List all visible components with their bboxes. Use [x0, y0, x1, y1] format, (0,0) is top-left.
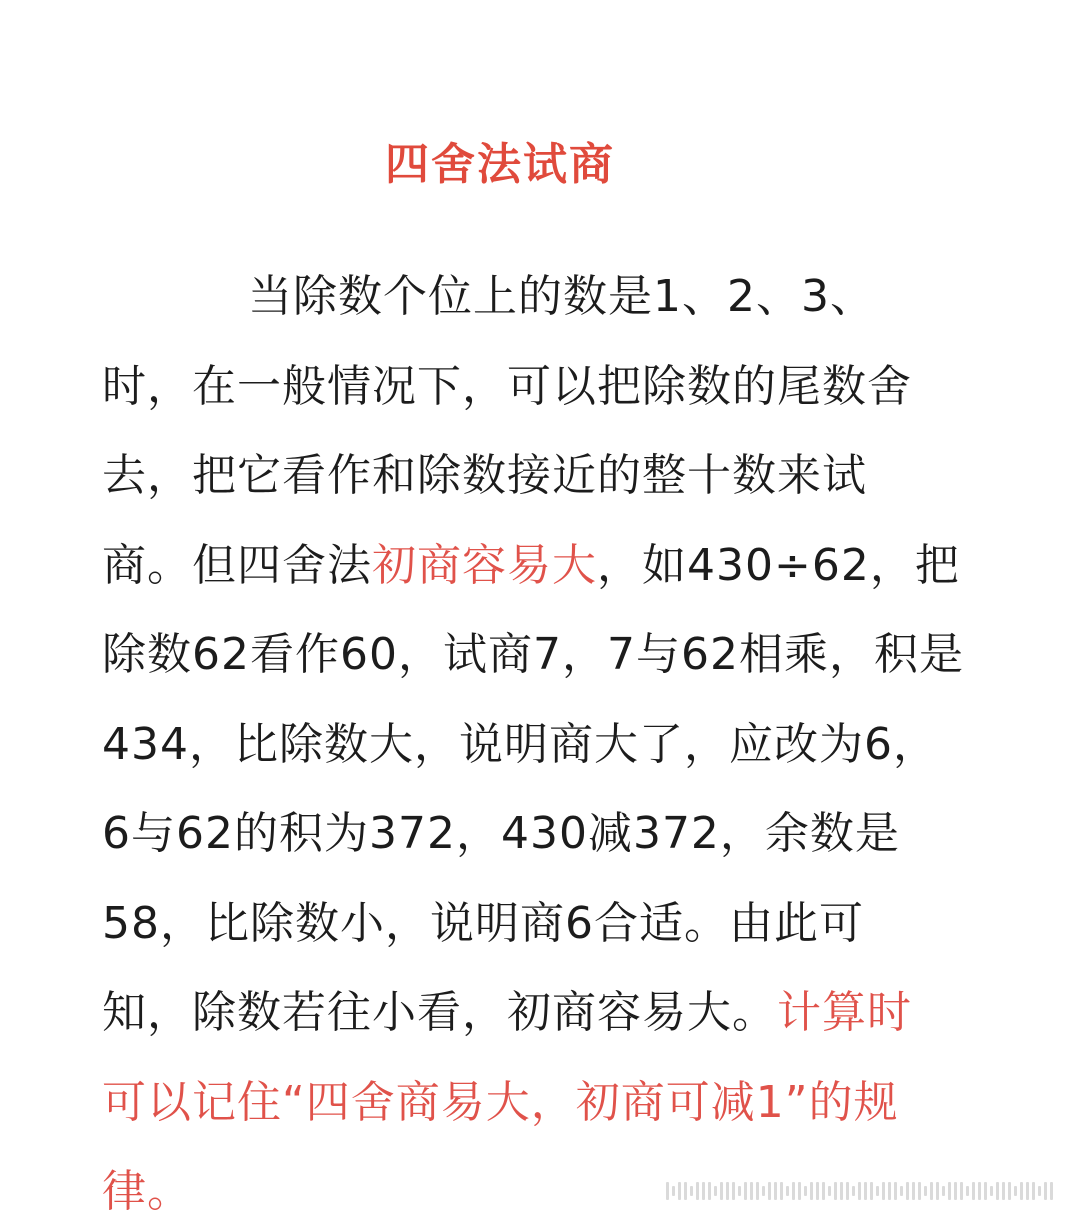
- body-text: 6与62的积为372，430减372，余数是: [102, 808, 900, 859]
- body-text: 434，比除数大，说明商大了，应改为6，: [102, 718, 938, 770]
- paragraph-line: [102, 879, 1042, 969]
- highlight-text: 计算时: [777, 987, 912, 1038]
- body-text: 知，除数若往小看，初商容易大。: [102, 987, 777, 1038]
- paragraph-line: [102, 610, 1042, 700]
- paragraph-line: [102, 968, 1042, 1058]
- paragraph-line: [102, 789, 1042, 879]
- body-text: 58，比除数小，说明商6合适。由此可: [102, 897, 864, 949]
- body-text: 去，把它看作和除数接近的整十数来试: [102, 450, 867, 501]
- highlight-text: 初商容易大: [372, 539, 597, 591]
- body-text: 商。但四舍法: [102, 539, 372, 591]
- watermark-mark: [666, 1181, 1056, 1201]
- body-text: 当除数个位上的数是1、2、3、: [248, 271, 875, 322]
- paragraph-line: [102, 521, 1042, 611]
- paragraph-line: [102, 1058, 1042, 1148]
- body-text: 时，在一般情况下，可以把除数的尾数舍: [102, 360, 912, 412]
- body-text: ，如430÷62，把: [597, 539, 960, 591]
- body-text: 除数62看作60，试商7，7与62相乘，积是: [102, 629, 964, 680]
- highlight-text: 可以记住“四舍商易大，初商可减1”的规: [102, 1076, 899, 1128]
- paragraph-line: [102, 431, 1042, 521]
- highlight-text: 律。: [102, 1166, 192, 1217]
- paragraph-line: [102, 252, 1042, 342]
- paragraph-line: [102, 342, 1042, 432]
- article-body: [102, 252, 1042, 1229]
- article-title: 四舍法试商: [385, 139, 615, 190]
- paragraph-line: [102, 700, 1042, 790]
